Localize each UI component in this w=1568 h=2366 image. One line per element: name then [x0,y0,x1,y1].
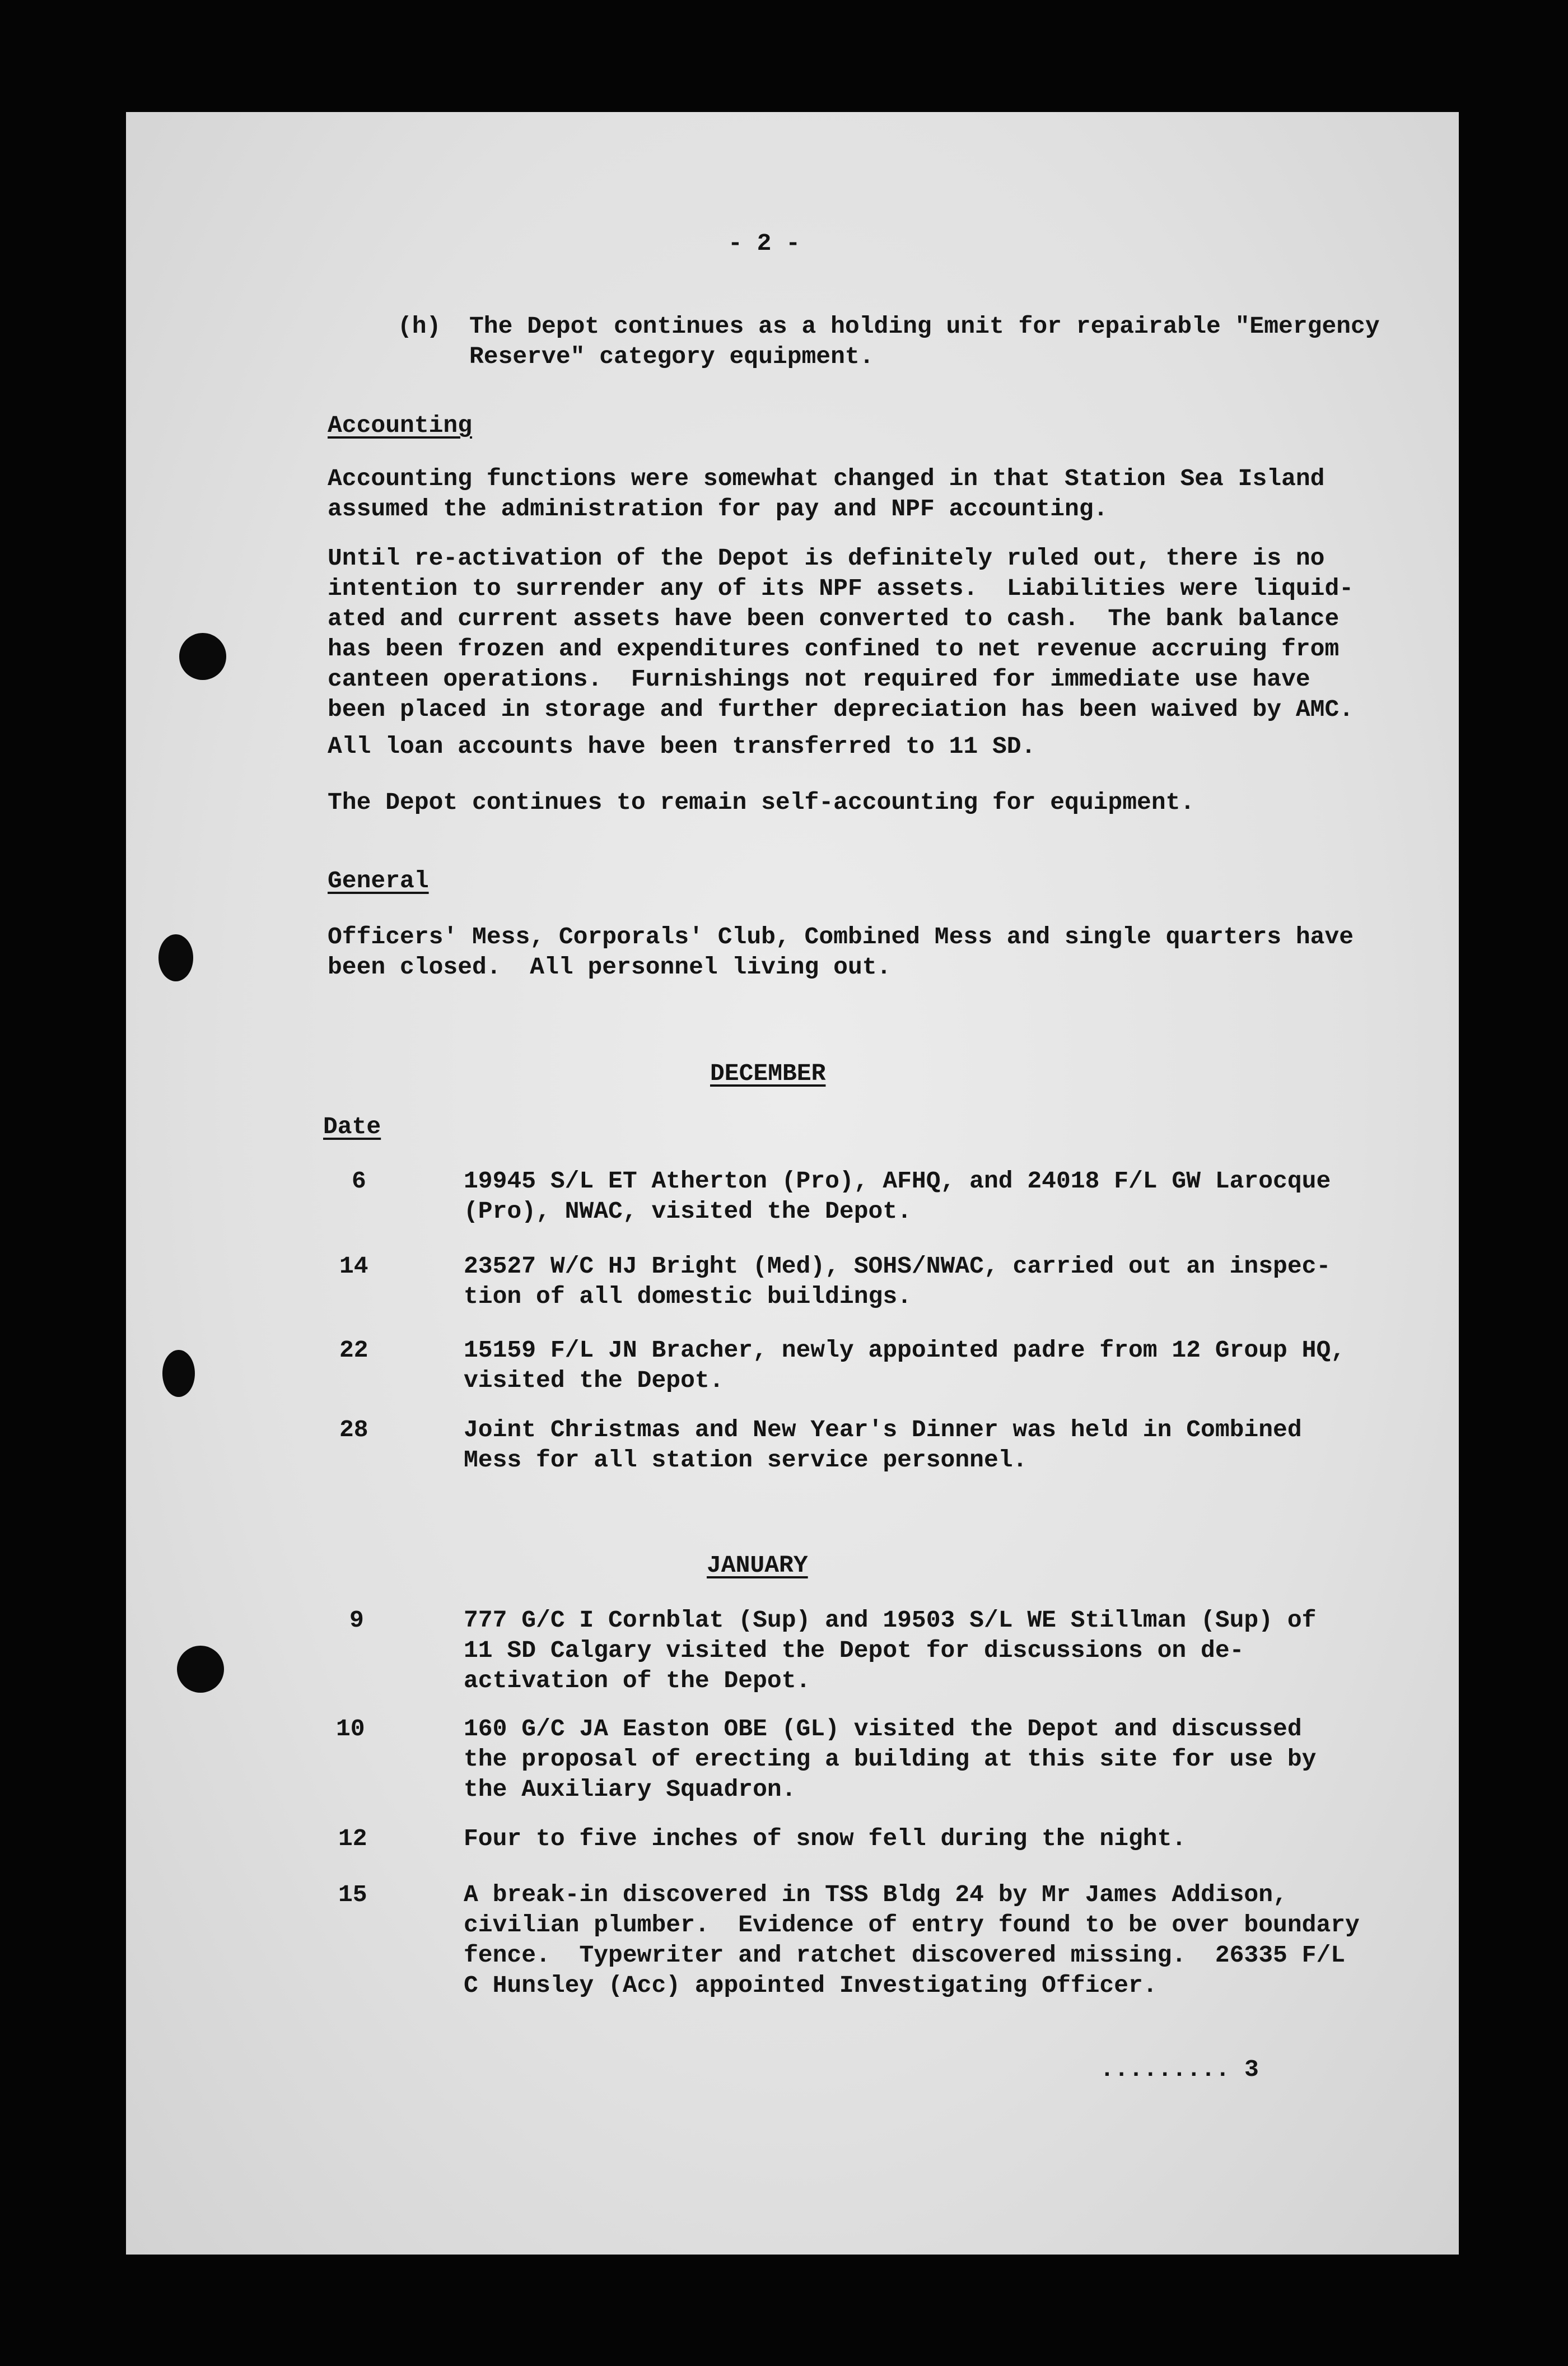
entry-text-line: the Auxiliary Squadron. [464,1776,796,1803]
entry-text-line: Four to five inches of snow fell during the night. [464,1825,1187,1852]
entry-text-line: visited the Depot. [464,1367,724,1394]
paragraph-line: assumed the administration for pay and NPF accounting. [328,495,1108,523]
item-label: (h) [398,313,441,340]
paragraph-line: canteen operations. Furnishings not required for immediate use have [328,665,1310,693]
paragraph-line: been placed in storage and further depreciation has been waived by AMC. [328,696,1354,723]
paragraph-line: Until re-activation of the Depot is definitely ruled out, there is no [328,544,1325,572]
entry-text-line: 19945 S/L ET Atherton (Pro), AFHQ, and 24018 F/L GW Larocque [464,1167,1331,1195]
entry-text-line: fence. Typewriter and ratchet discovered missing. 26335 F/L [464,1941,1346,1969]
entry-text-line: (Pro), NWAC, visited the Depot. [464,1198,912,1225]
item-text-line: Reserve" category equipment. [469,343,874,370]
entry-text-line: Joint Christmas and New Year's Dinner was held in Combined [464,1416,1302,1443]
punch-hole [158,934,193,981]
entry-text-line: 777 G/C I Cornblat (Sup) and 19503 S/L WE Stillman (Sup) of [464,1606,1317,1634]
entry-text-line: the proposal of erecting a building at this site for use by [464,1745,1317,1773]
month-heading-december: DECEMBER [710,1060,826,1087]
entry-text-line: civilian plumber. Evidence of entry found to be over boundary [464,1911,1360,1939]
entry-text-line: Mess for all station service personnel. [464,1446,1028,1474]
section-heading-accounting: Accounting [328,412,473,439]
entry-day: 9 [349,1606,364,1634]
punch-hole [177,1646,224,1693]
month-heading-january: JANUARY [707,1552,808,1579]
entry-day: 10 [336,1715,365,1743]
paragraph-line: intention to surrender any of its NPF assets. Liabilities were liquid- [328,575,1354,602]
section-heading-general: General [328,867,429,895]
paragraph-line: All loan accounts have been transferred to 11 SD. [328,733,1036,760]
entry-text-line: 15159 F/L JN Bracher, newly appointed padre from 12 Group HQ, [464,1336,1346,1364]
date-column-label: Date [323,1113,381,1140]
entry-text-line: activation of the Depot. [464,1667,811,1694]
paragraph-line: Officers' Mess, Corporals' Club, Combined Mess and single quarters have [328,923,1354,951]
punch-hole [179,633,226,680]
entry-day: 12 [338,1825,367,1852]
entry-text-line: 11 SD Calgary visited the Depot for discussions on de- [464,1637,1244,1664]
entry-text-line: A break-in discovered in TSS Bldg 24 by Mr James Addison, [464,1881,1287,1908]
page-number: - 2 - [728,230,801,257]
entry-day: 6 [352,1167,366,1195]
paragraph-line: been closed. All personnel living out. [328,953,892,981]
paragraph-line: The Depot continues to remain self-accounting for equipment. [328,789,1195,816]
paragraph-line: has been frozen and expenditures confined to net revenue accruing from [328,635,1340,663]
continuation-marker: ......... 3 [1100,2056,1259,2083]
entry-day: 14 [339,1252,368,1280]
entry-text-line: tion of all domestic buildings. [464,1283,912,1310]
paragraph-line: Accounting functions were somewhat changed in that Station Sea Island [328,465,1325,492]
entry-text-line: C Hunsley (Acc) appointed Investigating Officer. [464,1972,1158,1999]
entry-day: 15 [338,1881,367,1908]
entry-day: 28 [339,1416,368,1443]
entry-day: 22 [339,1336,368,1364]
entry-text-line: 23527 W/C HJ Bright (Med), SOHS/NWAC, carried out an inspec- [464,1252,1331,1280]
paragraph-line: ated and current assets have been converted to cash. The bank balance [328,605,1340,632]
punch-hole [162,1350,195,1397]
entry-text-line: 160 G/C JA Easton OBE (GL) visited the Depot and discussed [464,1715,1302,1743]
item-text-line: The Depot continues as a holding unit for repairable "Emergency [469,313,1380,340]
